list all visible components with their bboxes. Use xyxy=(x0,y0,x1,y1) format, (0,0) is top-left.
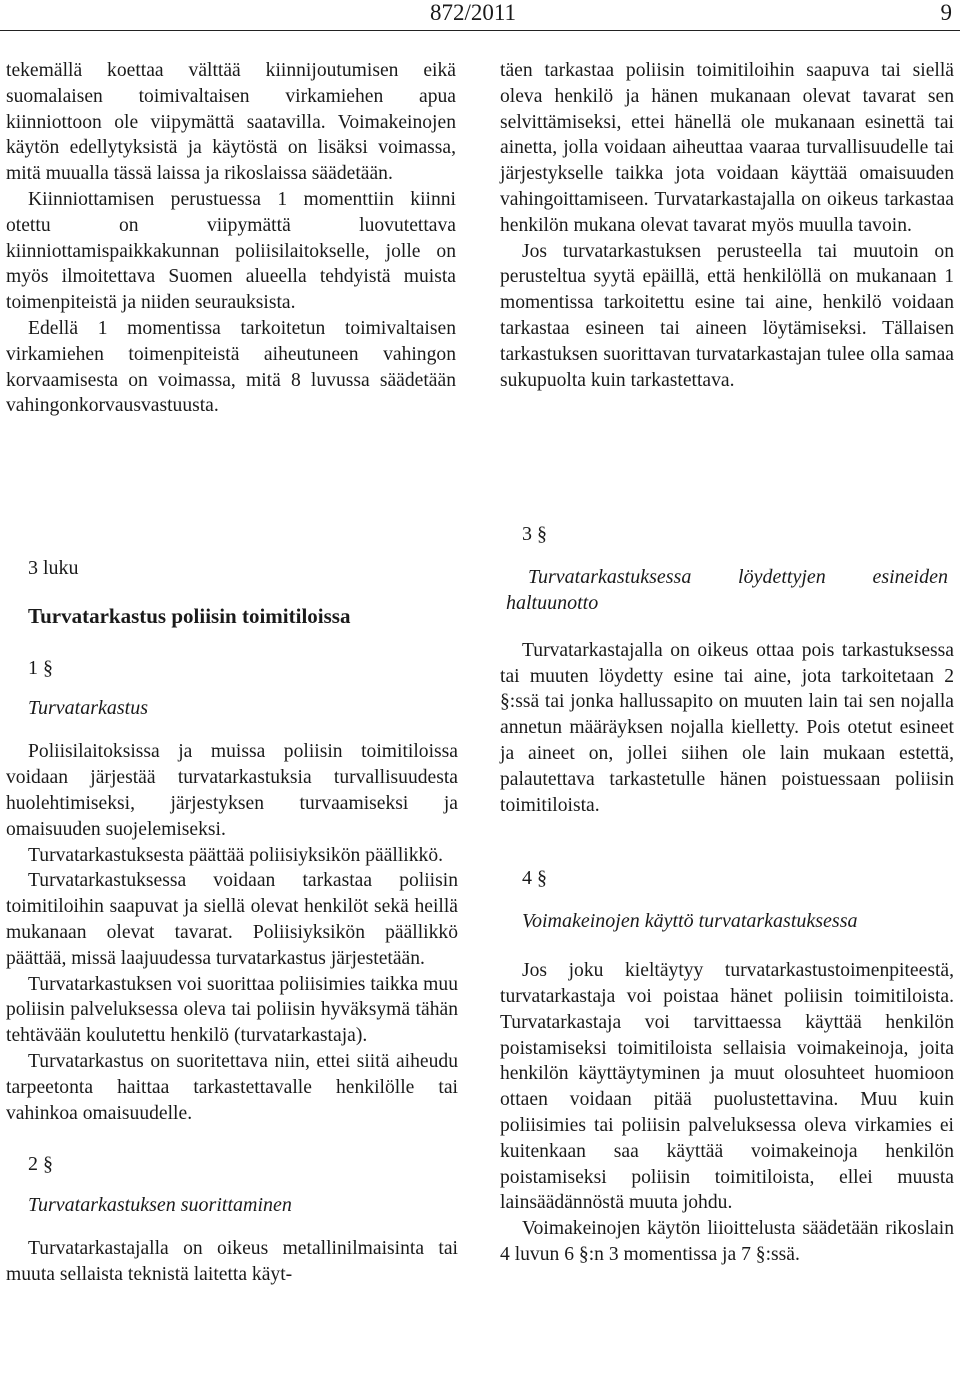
paragraph: Turvatarkastuksesta päättää poliisiyksikön päällikkö. xyxy=(28,844,444,866)
section-title: Voimakeinojen käyttö turvatarkastuksessa xyxy=(522,910,858,933)
section-title: Turvatarkastus xyxy=(28,697,149,720)
paragraph: Turvatarkastuksessa voidaan tarkastaa poliisin toimitiloihin saapuvat ja siellä olevat henkilöt sekä heillä mukanaan olevat tavarat. Poliisiyksikön päällikkö päättää, missä laajuudessa turvatarkastus järjestetään. xyxy=(6,870,458,969)
section-title: Turvatarkastuksessa löydettyjen esineiden haltuunotto xyxy=(506,565,948,614)
page-number: 9 xyxy=(940,0,952,25)
section-title: Turvatarkastuksen suorittaminen xyxy=(28,1194,292,1217)
paragraph: Jos joku kieltäytyy turvatarkastustoimenpiteestä, turvatarkastaja voi poistaa hänet poliisin toimitiloista. Turvatarkastaja voi tarvittaessa käyttää henkilön poistamiseksi toimitiloista sellaisia voimakeinoja, joita henkilön käyttäytyminen ja muut olosuhteet huomioon ottaen voidaan pitää puolustettavina. Muu kuin poliisimies tai poliisin palveluksessa oleva virkamies ei kuitenkaan saa käyttää voimakeinoja henkilön poistamiseksi poliisin toimitiloista, ellei muusta lainsäädännöstä muuta johdu. xyxy=(500,960,954,1214)
section-number: 1 § xyxy=(28,656,53,679)
paragraph: Turvatarkastuksen voi suorittaa poliisimies taikka muu poliisin palveluksessa oleva tai poliisin hyväksymä tähän tehtävään koulutettu henkilö (turvatarkastaja). xyxy=(6,973,458,1047)
section-number: 3 § xyxy=(522,523,547,545)
left-column-top xyxy=(6,58,456,419)
section-number: 2 § xyxy=(28,1153,53,1176)
left-column-bottom xyxy=(6,556,458,1288)
paragraph: Kiinniottamisen perustuessa 1 momenttiin kiinni otettu on viipymättä luovutettava kiinniottamispaikkakunnan poliisilaitokselle, jolle on myös ilmoitettava Suomen alueella tehdyistä muista toimenpiteistä ja niiden seurauksista. xyxy=(6,188,456,314)
chapter-title: Turvatarkastus poliisin toimitiloissa xyxy=(28,603,351,628)
paragraph: Edellä 1 momentissa tarkoitetun toimivaltaisen virkamiehen toimenpiteistä aiheutuneen vahingon korvaamisesta on voimassa, mitä 8 luvussa säädetään vahingonkorvausvastuusta. xyxy=(6,317,456,417)
paragraph: Poliisilaitoksissa ja muissa poliisin toimitiloissa voidaan järjestää turvatarkastuksia turvallisuudesta huolehtimiseksi, järjestyksen turvaamiseksi ja omaisuuden suojelemiseksi. xyxy=(6,741,458,840)
paragraph: Jos turvatarkastuksen perusteella tai muutoin on perusteltua syytä epäillä, että henkilöllä on mukanaan 1 momentissa tarkoitettu esine tai aine, henkilö voidaan tarkastaa esineen tai aineen löytämiseksi. Tällaisen tarkastuksen suorittavan turvatarkastajan tulee olla samaa sukupuolta kuin tarkastettava. xyxy=(500,240,954,391)
paragraph: Turvatarkastajalla on oikeus ottaa pois tarkastuksessa tai muuten löydetty esine tai aine, jota tarkoitetaan 2 §:ssä tai jonka hallussapito on muuten lain tai sen nojalla annetun määräyksen nojalla kielletty. Pois otetut esineet ja aineet on, jollei siihen ole lain mukaan estettä, palautettava tarkastetulle hänen poistuessaan poliisin toimitiloista. xyxy=(500,639,954,816)
paragraph: Turvatarkastajalla on oikeus metallinilmaisinta tai muuta sellaista teknistä laitetta käyt- xyxy=(6,1238,458,1285)
paragraph: Turvatarkastus on suoritettava niin, ettei siitä aiheudu tarpeetonta haittaa tarkastettavalle henkilölle tai vahinkoa omaisuudelle. xyxy=(6,1050,458,1124)
document-number: 872/2011 xyxy=(430,0,517,25)
paragraph: Voimakeinojen käytön liioittelusta säädetään rikoslain 4 luvun 6 §:n 3 momentissa ja 7 §:ssä. xyxy=(500,1218,954,1265)
chapter-number: 3 luku xyxy=(28,557,79,579)
paragraph: täen tarkastaa poliisin toimitiloihin saapuva tai siellä oleva henkilö ja hänen mukanaan olevat tavarat sen selvittämiseksi, ettei hänellä ole mukanaan esinettä tai ainetta, jolla voidaan aiheuttaa vaaraa turvallisuudelle tai järjestykselle taikka jota voidaan käyttää omaisuuden vahingoittamiseen. Turvatarkastajalla on oikeus tarkastaa henkilön mukana olevat tavarat myös muulla tavoin. xyxy=(500,60,954,236)
right-column-bottom xyxy=(500,522,954,1268)
section-number: 4 § xyxy=(522,867,547,890)
right-column-top xyxy=(500,58,954,393)
page-header xyxy=(0,0,960,31)
paragraph: tekemällä koettaa välttää kiinnijoutumisen eikä suomalaisen toimivaltaisen virkamiehen apua kiinniottoon ole viipymättä saatavilla. Voimakeinojen käytön edellytyksistä ja käytöstä on lisäksi voimassa, mitä muualla tässä laissa ja rikoslaissa säädetään. xyxy=(6,60,456,185)
